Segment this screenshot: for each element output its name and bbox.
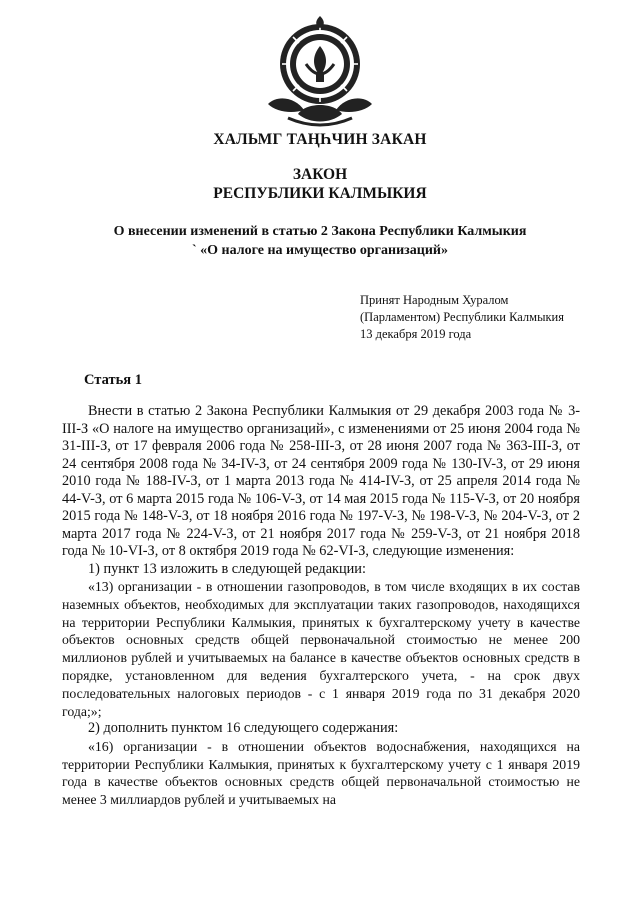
adoption-line-2: (Парламентом) Республики Калмыкия: [360, 310, 564, 324]
article-body: [62, 403, 580, 809]
item-2-text: 2) дополнить пунктом 16 следующего содержания:: [88, 720, 399, 737]
emblem-of-kalmykia: [258, 14, 382, 130]
adoption-line-1: Принят Народным Хуралом: [360, 293, 509, 307]
intro-paragraph: Внести в статью 2 Закона Республики Калмыкия от 29 декабря 2003 года № 3-III-З «О налоге на имущество организаций», с изменениями от 25 июня 2004 года № 31-III-З, от 17 февраля 2006 года № 258-III-З, от 28 июня 2007 года № 363-III-З, от 24 сентября 2008 года № 34-IV-З, от 24 сентября 2009 года № 130-IV-З, от 29 июня 2010 года № 188-IV-З, от 1 марта 2013 года № 414-IV-З, от 25 апреля 2014 года № 44-V-З, от 6 марта 2015 года № 106-V-З, от 14 мая 2015 года № 115-V-З, от 20 ноября 2015 года № 148-V-З, от 18 ноября 2016 года № 197-V-З, № 198-V-З, № 204-V-З, от 2 марта 2017 года № 224-V-З, от 21 ноября 2017 года № 259-V-З, от 21 ноября 2018 года № 10-VI-З, от 8 октября 2019 года № 62-VI-З, следующие изменения:: [62, 403, 580, 559]
kalmyk-law-title: ХАЛЬМГ ТАҢҺЧИН ЗАКАН: [213, 131, 427, 148]
lotus-petal-left: [268, 98, 304, 112]
item-1-text: 1) пункт 13 изложить в следующей редакции:: [88, 560, 366, 577]
quote-item-16: «16) организации - в отношении объектов водоснабжения, находящихся на территории Республики Калмыкия, принятых к бухгалтерскому учету с 1 января 2019 года в качестве объектов основных средств общей первоначальной стоимостью не менее 3 миллиардов рублей и учитываемых на: [62, 738, 580, 808]
adoption-date: 13 декабря 2019 года: [360, 327, 472, 341]
lotus-petal-center: [298, 105, 342, 122]
quote-item-13: «13) организации - в отношении газопроводов, в том числе входящих в их состав наземных объектов, необходимых для эксплуатации таких газопроводов, находящихся на территории Республики Калмыкия, принятых к бухгалтерскому учету в качестве объектов основных средств общей первоначальной стоимостью не менее 200 миллионов рублей и учитываемых на балансе в качестве объектов основных средств в порядке, установленном для ведения бухгалтерского учета, - на срок двух последовательных налоговых периодов - с 1 января 2019 года по 31 декабря 2020 года;»;: [62, 579, 580, 719]
article-heading: Статья 1: [84, 372, 142, 388]
adoption-block: [360, 292, 564, 343]
lotus-petal-right: [336, 98, 372, 112]
law-title-line-1: О внесении изменений в статью 2 Закона Республики Калмыкия: [113, 224, 527, 239]
republic-name: РЕСПУБЛИКИ КАЛМЫКИЯ: [213, 185, 427, 202]
law-title-line-2: ` «О налоге на имущество организаций»: [191, 243, 448, 258]
law-label: ЗАКОН: [292, 166, 348, 183]
